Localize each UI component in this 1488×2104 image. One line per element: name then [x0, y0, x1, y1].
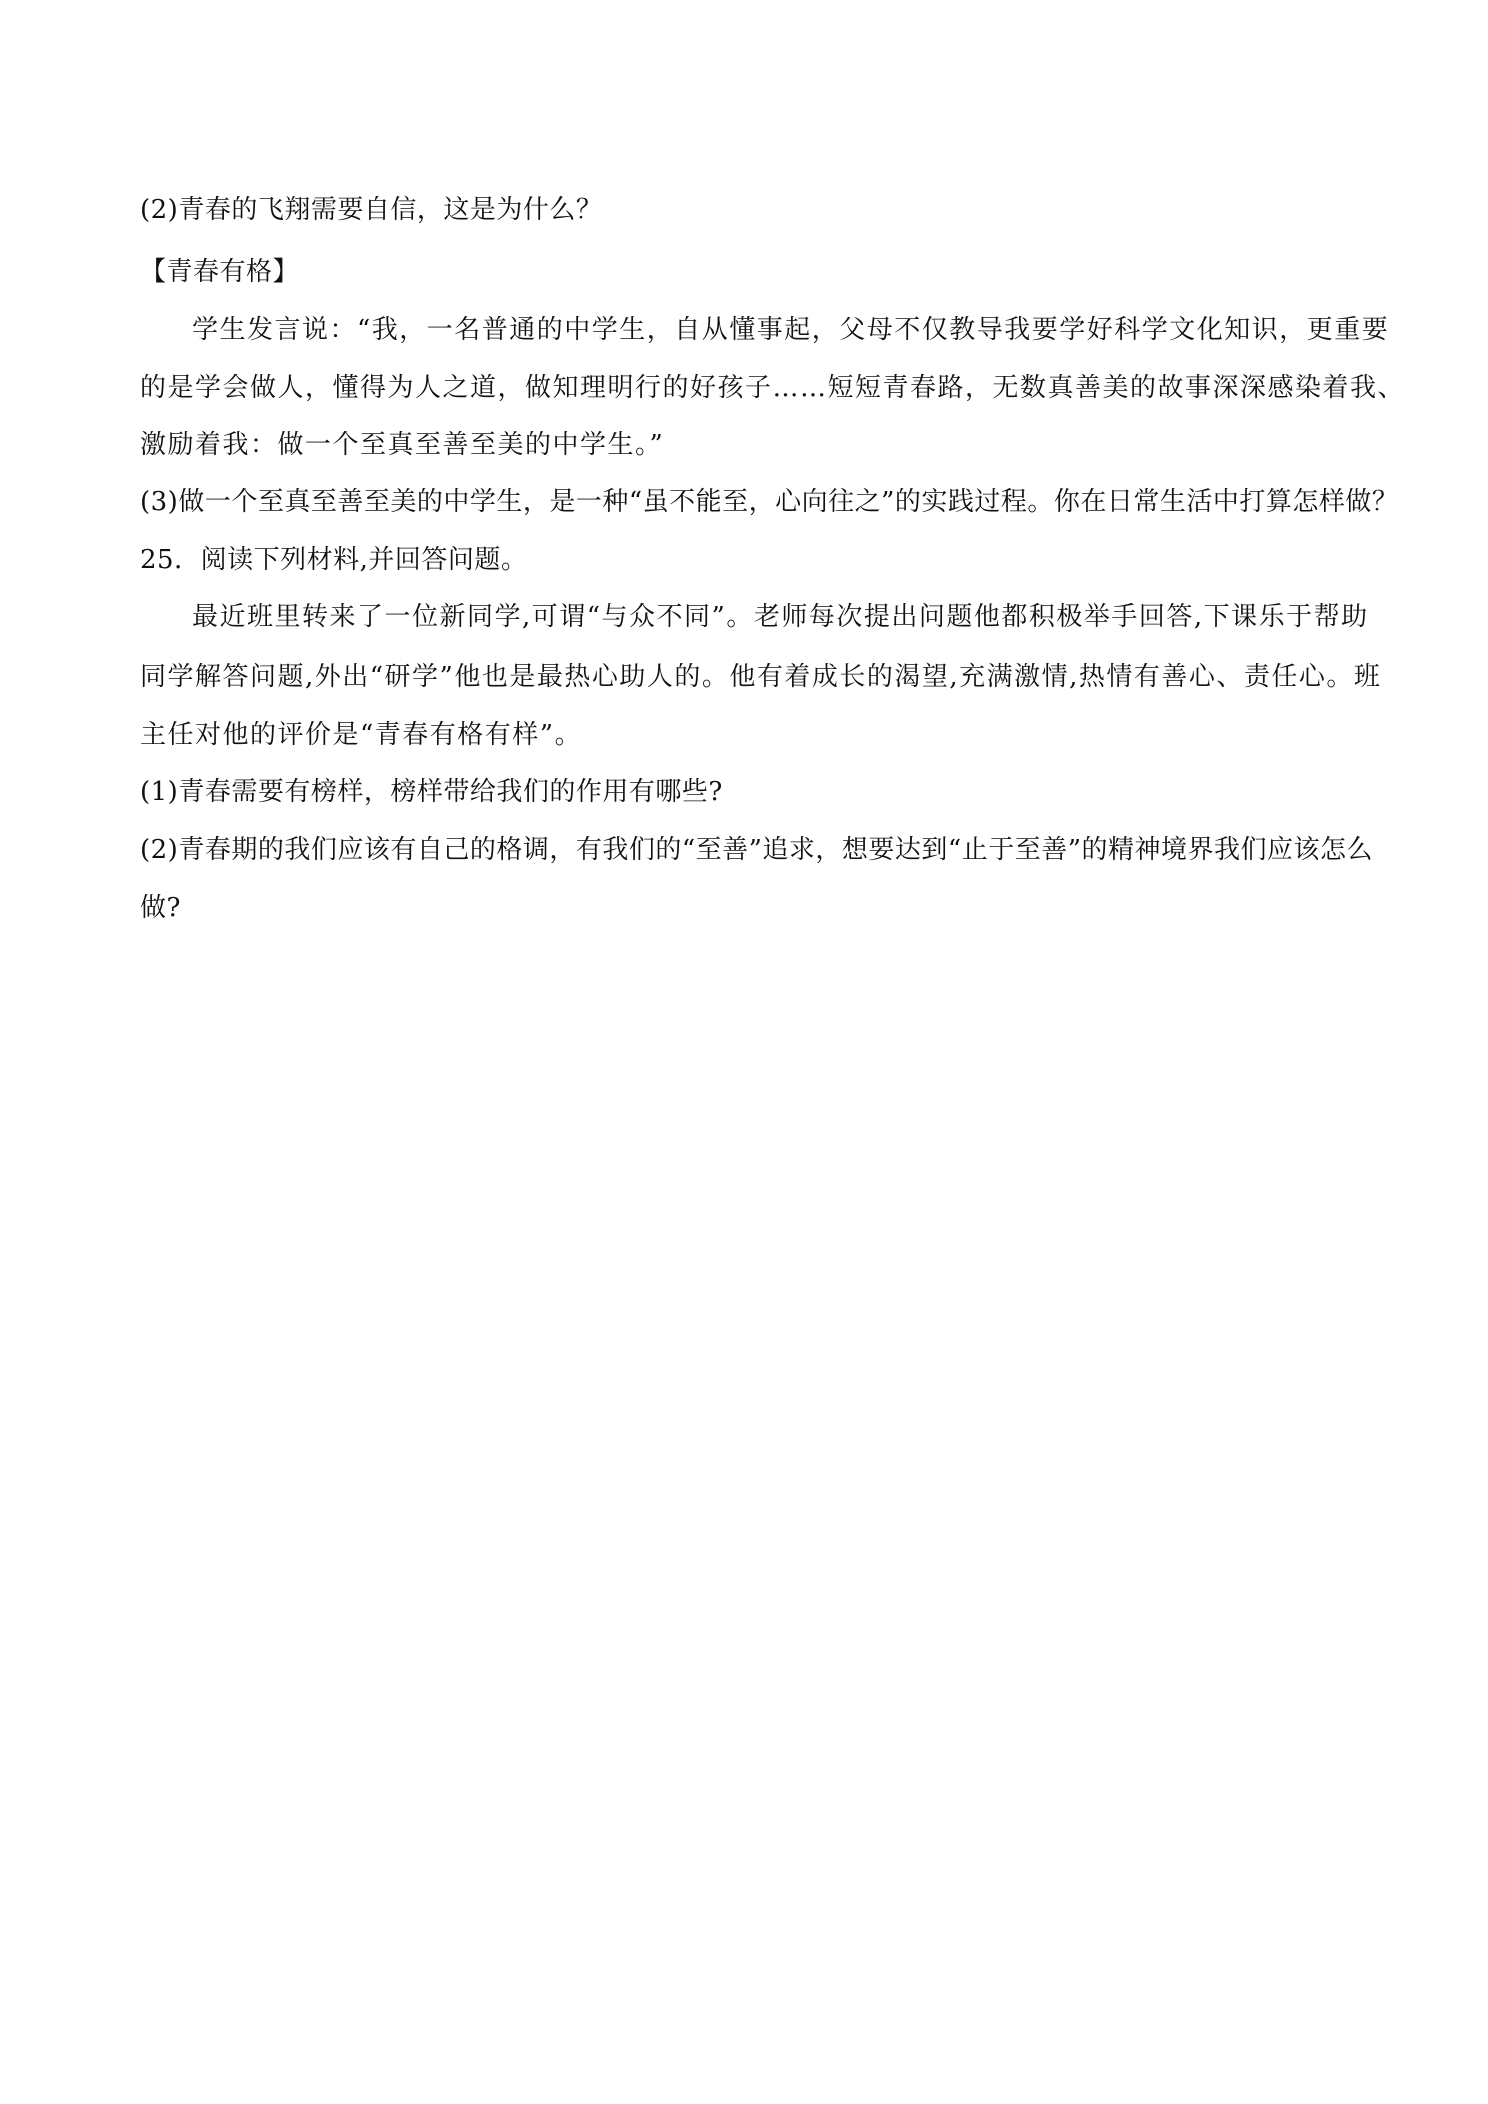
- question-25-2-line-1: (2)青春期的我们应该有自己的格调，有我们的“至善”追求，想要达到“止于至善”的精神境界我们应该怎么: [140, 835, 1373, 865]
- section-heading-youth-character: 【青春有格】: [140, 257, 300, 287]
- material-paragraph-line-3: 主任对他的评价是“青春有格有样”。: [140, 720, 583, 750]
- student-speech-line-3: 激励着我：做一个至真至善至美的中学生。”: [140, 430, 665, 460]
- student-speech-line-1: 学生发言说：“我，一名普通的中学生，自从懂事起，父母不仅教导我要学好科学文化知识，更重要: [192, 315, 1390, 345]
- question-25-1: (1)青春需要有榜样，榜样带给我们的作用有哪些?: [140, 777, 723, 807]
- material-paragraph-line-2: 同学解答问题,外出“研学”他也是最热心助人的。他有着成长的渴望,充满激情,热情有善心、责任心。班: [140, 662, 1382, 692]
- material-paragraph-line-1: 最近班里转来了一位新同学,可谓“与众不同”。老师每次提出问题他都积极举手回答,下课乐于帮助: [192, 602, 1369, 632]
- student-speech-line-2: 的是学会做人，懂得为人之道，做知理明行的好孩子……短短青春路，无数真善美的故事深深感染着我、: [140, 373, 1406, 403]
- question-2-confidence: (2)青春的飞翔需要自信，这是为什么？: [140, 195, 603, 225]
- question-25-2-line-2: 做?: [140, 893, 181, 923]
- question-25-heading: 25．阅读下列材料,并回答问题。: [140, 545, 528, 575]
- question-3-practice: (3)做一个至真至善至美的中学生，是一种“虽不能至，心向往之”的实践过程。你在日常生活中打算怎样做？: [140, 487, 1399, 517]
